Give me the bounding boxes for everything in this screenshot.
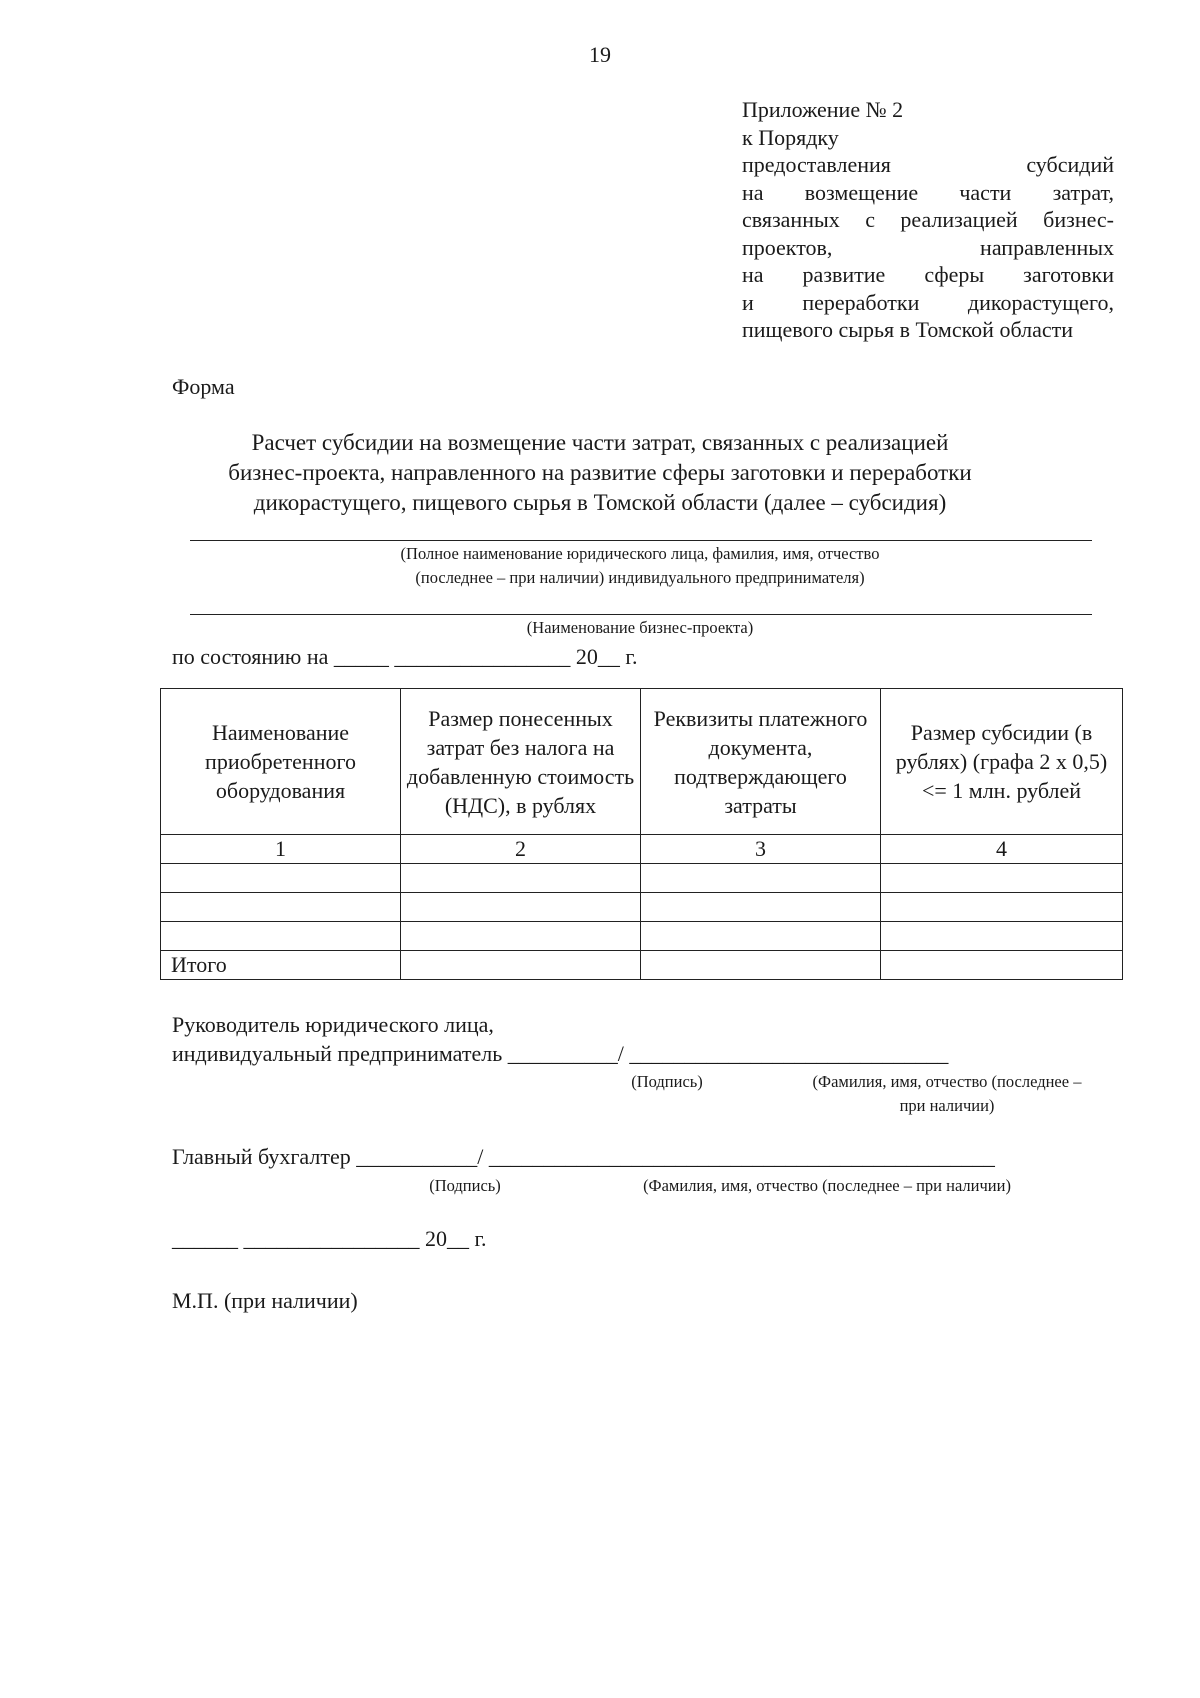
appendix-line: проектов, направленных (742, 234, 1114, 260)
legal-entity-caption: (Полное наименование юридического лица, фамилия, имя, отчество (последнее – при наличии) индивидуального предпринимателя) (400, 544, 880, 587)
table-cell[interactable] (401, 922, 641, 951)
document-title (0, 428, 1200, 518)
table-cell[interactable] (161, 922, 401, 951)
appendix-line: на развитие сферы заготовки (742, 262, 1114, 287)
legal-entity-fill-line[interactable] (190, 540, 1092, 541)
column-number: 2 (401, 835, 641, 864)
appendix-line: Приложение № 2 (742, 97, 904, 122)
title-line: дикорастущего, пищевого сырья в Томской области (далее – субсидия) (253, 490, 947, 515)
table-cell[interactable] (881, 893, 1123, 922)
head-name-caption: (Фамилия, имя, отчество (последнее – при наличии) (812, 1072, 1082, 1115)
header-subsidy-amount: Размер субсидии (в рублях) (графа 2 x 0,5) <= 1 млн. рублей (881, 689, 1123, 835)
table-header-row (161, 689, 1123, 835)
appendix-line: предоставления субсидий (742, 152, 1114, 177)
table-cell[interactable] (641, 864, 881, 893)
appendix-line: связанных с реализацией бизнес- (742, 207, 1114, 232)
stamp-note: М.П. (при наличии) (172, 1288, 358, 1313)
table-cell[interactable] (401, 951, 641, 980)
head-title-line: Руководитель юридического лица, (172, 1012, 494, 1037)
table-cell[interactable] (881, 951, 1123, 980)
accountant-sign-caption: (Подпись) (429, 1176, 501, 1195)
accountant-signature-line[interactable]: Главный бухгалтер ___________/ ______________________________________________ (172, 1144, 995, 1169)
table-cell[interactable] (401, 893, 641, 922)
accountant-name-caption: (Фамилия, имя, отчество (последнее – при наличии) (643, 1176, 1011, 1195)
project-caption: (Наименование бизнес-проекта) (526, 618, 754, 637)
table-cell[interactable] (401, 864, 641, 893)
appendix-reference (742, 96, 1114, 344)
title-line: бизнес-проекта, направленного на развитие сферы заготовки и переработки (228, 460, 972, 485)
signature-date-line[interactable]: ______ ________________ 20__ г. (172, 1226, 487, 1251)
head-signature-block (172, 1010, 948, 1068)
table-row (161, 864, 1123, 893)
subsidy-table (160, 688, 1123, 980)
column-number: 4 (881, 835, 1123, 864)
table-cell[interactable] (641, 922, 881, 951)
header-costs-without-vat: Размер понесенных затрат без налога на добавленную стоимость (НДС), в рублях (401, 689, 641, 835)
header-payment-document: Реквизиты платежного документа, подтверждающего затраты (641, 689, 881, 835)
head-signature-line[interactable]: индивидуальный предприниматель __________/ _____________________________ (172, 1041, 949, 1066)
table-cell[interactable] (881, 922, 1123, 951)
page-number: 19 (589, 42, 611, 67)
header-equipment-name: Наименование приобретенного оборудования (161, 689, 401, 835)
appendix-line: и переработки дикорастущего, (742, 289, 1114, 315)
table-cell[interactable] (641, 893, 881, 922)
table-cell[interactable] (881, 864, 1123, 893)
table-cell[interactable] (641, 951, 881, 980)
column-number: 1 (161, 835, 401, 864)
title-line: Расчет субсидии на возмещение части затрат, связанных с реализацией (251, 430, 949, 455)
column-number-row (161, 835, 1123, 864)
appendix-line: к Порядку (742, 124, 839, 150)
total-row (161, 951, 1123, 980)
table-row (161, 922, 1123, 951)
table-cell[interactable] (161, 864, 401, 893)
as-of-date-line[interactable]: по состоянию на _____ ________________ 20__ г. (172, 644, 638, 669)
total-label: Итого (161, 951, 401, 980)
table-row (161, 893, 1123, 922)
appendix-line: на возмещение части затрат, (742, 179, 1114, 205)
column-number: 3 (641, 835, 881, 864)
project-fill-line[interactable] (190, 614, 1092, 615)
form-label: Форма (172, 374, 235, 399)
table-cell[interactable] (161, 893, 401, 922)
head-sign-caption: (Подпись) (631, 1072, 703, 1091)
appendix-line: пищевого сырья в Томской области (742, 317, 1073, 342)
